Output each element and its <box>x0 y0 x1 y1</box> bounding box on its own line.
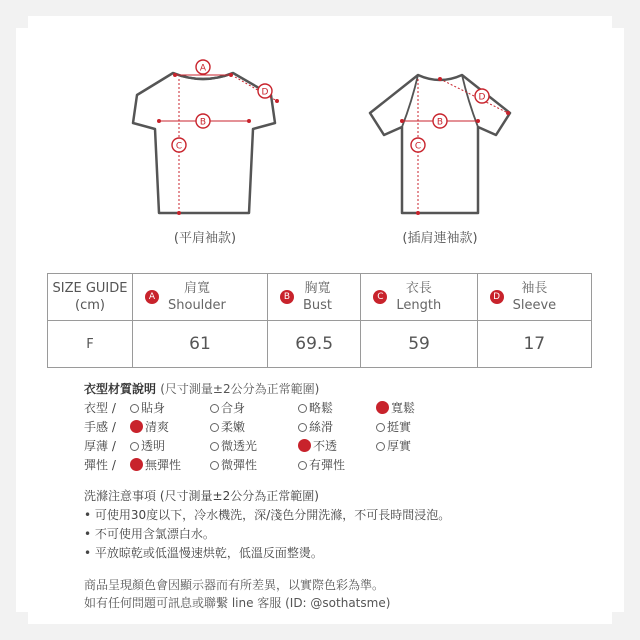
svg-text:B: B <box>436 117 444 128</box>
list-item: • 可使用30度以下，冷水機洗，深/淺色分開洗滌，不可長時間浸泡。 <box>84 508 451 522</box>
marker-c-icon <box>411 138 425 152</box>
material-option <box>376 418 411 437</box>
material-option <box>376 399 415 418</box>
material-option-label: 透明 <box>141 439 166 453</box>
material-option-label: 清爽 <box>145 420 170 434</box>
marker-c-icon <box>172 138 186 152</box>
set-in-sleeve-caption: (平肩袖款) <box>173 231 237 246</box>
radio-empty-icon <box>130 442 139 451</box>
column-header-bust <box>267 274 360 321</box>
size-table-header-row <box>48 274 592 321</box>
radio-empty-icon <box>298 461 307 470</box>
material-row <box>84 418 412 437</box>
material-option <box>210 456 257 475</box>
radio-selected-icon <box>130 420 143 433</box>
material-option-label: 厚實 <box>387 439 412 453</box>
radio-empty-icon <box>210 423 219 432</box>
marker-b-icon <box>196 114 210 128</box>
tshirt-raglan-sleeve-diagram <box>360 55 520 225</box>
material-option <box>130 399 165 418</box>
radio-empty-icon <box>376 423 385 432</box>
washing-title: 洗滌注意事項 <box>84 489 157 503</box>
radio-empty-icon <box>298 404 307 413</box>
material-option <box>210 399 245 418</box>
material-row-label: 厚薄 / <box>84 439 116 453</box>
material-option <box>298 418 333 437</box>
column-en-label: Bust <box>302 298 332 313</box>
color-notice: 商品呈現顏色會因顯示器而有所差異，以實際色彩為準。 <box>84 578 385 592</box>
material-option-label: 有彈性 <box>309 458 346 472</box>
material-row <box>84 437 412 456</box>
badge-c-icon: C <box>373 290 387 304</box>
marker-d-icon <box>475 89 489 103</box>
radio-empty-icon <box>210 404 219 413</box>
column-zh-label: 衣長 <box>405 281 432 296</box>
marker-a-icon <box>196 60 210 74</box>
material-option-label: 微彈性 <box>221 458 258 472</box>
material-option <box>210 418 245 437</box>
material-option <box>298 437 337 456</box>
material-option-label: 寬鬆 <box>391 401 416 415</box>
notice-section <box>84 576 390 612</box>
marker-b-icon <box>433 114 447 128</box>
radio-empty-icon <box>376 442 385 451</box>
material-option-label: 無彈性 <box>145 458 182 472</box>
svg-text:C: C <box>414 141 422 152</box>
material-option-label: 微透光 <box>221 439 258 453</box>
material-option <box>130 418 169 437</box>
column-en-label: Shoulder <box>168 298 226 313</box>
column-header-sleeve <box>477 274 591 321</box>
material-row <box>84 399 416 418</box>
material-option-label: 柔嫩 <box>221 420 246 434</box>
list-item: • 平放晾乾或低溫慢速烘乾，低溫反面整燙。 <box>84 546 323 560</box>
size-guide-unit: (cm) <box>75 298 105 313</box>
material-option-label: 不透 <box>313 439 338 453</box>
material-title: 衣型材質說明 <box>84 382 157 396</box>
size-table <box>47 273 592 368</box>
radio-selected-icon <box>298 439 311 452</box>
svg-text:A: A <box>199 63 207 74</box>
column-header-length <box>361 274 477 321</box>
list-item: • 不可使用含氯漂白水。 <box>84 527 215 541</box>
material-option <box>130 456 181 475</box>
badge-b-icon: B <box>280 290 294 304</box>
column-header-shoulder <box>133 274 268 321</box>
svg-text:D: D <box>261 87 269 98</box>
radio-selected-icon <box>130 458 143 471</box>
svg-text:B: B <box>199 117 207 128</box>
material-row-label: 彈性 / <box>84 458 116 472</box>
raglan-sleeve-caption: (插肩連袖款) <box>402 231 478 246</box>
size-guide-label: SIZE GUIDE <box>52 281 128 296</box>
size-guide-header <box>48 274 133 321</box>
radio-empty-icon <box>298 423 307 432</box>
material-row <box>84 456 346 475</box>
corner-notch <box>6 612 28 634</box>
material-option <box>298 399 333 418</box>
material-option-label: 絲滑 <box>309 420 334 434</box>
column-en-label: Length <box>396 298 442 313</box>
corner-notch <box>6 6 28 28</box>
material-option <box>298 456 345 475</box>
tshirt-set-in-sleeve-diagram <box>125 55 285 225</box>
length-value-cell: 59 <box>361 321 477 368</box>
column-zh-label: 肩寬 <box>183 281 210 296</box>
size-label-cell: F <box>48 321 133 368</box>
bust-value-cell: 69.5 <box>267 321 360 368</box>
sleeve-value-cell: 17 <box>477 321 591 368</box>
column-zh-label: 袖長 <box>521 281 548 296</box>
radio-empty-icon <box>130 404 139 413</box>
material-option-label: 挺實 <box>387 420 412 434</box>
radio-selected-icon <box>376 401 389 414</box>
column-en-label: Sleeve <box>512 298 557 313</box>
corner-notch <box>612 6 634 28</box>
material-row-label: 手感 / <box>84 420 116 434</box>
corner-notch <box>612 612 634 634</box>
material-option <box>210 437 257 456</box>
shoulder-value-cell: 61 <box>133 321 268 368</box>
table-row <box>48 321 592 368</box>
svg-text:C: C <box>175 141 183 152</box>
material-option-label: 合身 <box>221 401 246 415</box>
washing-section <box>84 487 450 563</box>
column-zh-label: 胸寬 <box>304 281 331 296</box>
material-option <box>376 437 411 456</box>
washing-subtitle: (尺寸測量±2公分為正常範圍) <box>159 489 319 503</box>
material-title-line <box>84 380 319 399</box>
material-row-label: 衣型 / <box>84 401 116 415</box>
washing-title-line <box>84 487 450 506</box>
material-subtitle: (尺寸測量±2公分為正常範圍) <box>160 382 320 396</box>
badge-a-icon: A <box>145 290 159 304</box>
badge-d-icon: D <box>490 290 504 304</box>
material-option-label: 略鬆 <box>309 401 334 415</box>
marker-d-icon <box>258 84 272 98</box>
material-option-label: 貼身 <box>141 401 166 415</box>
radio-empty-icon <box>210 442 219 451</box>
material-section <box>84 380 416 475</box>
contact-notice: 如有任何問題可訊息或聯繫 line 客服 (ID: @sothatsme) <box>84 596 391 610</box>
radio-empty-icon <box>210 461 219 470</box>
svg-text:D: D <box>478 92 486 103</box>
material-rows <box>84 399 416 475</box>
material-option <box>130 437 165 456</box>
